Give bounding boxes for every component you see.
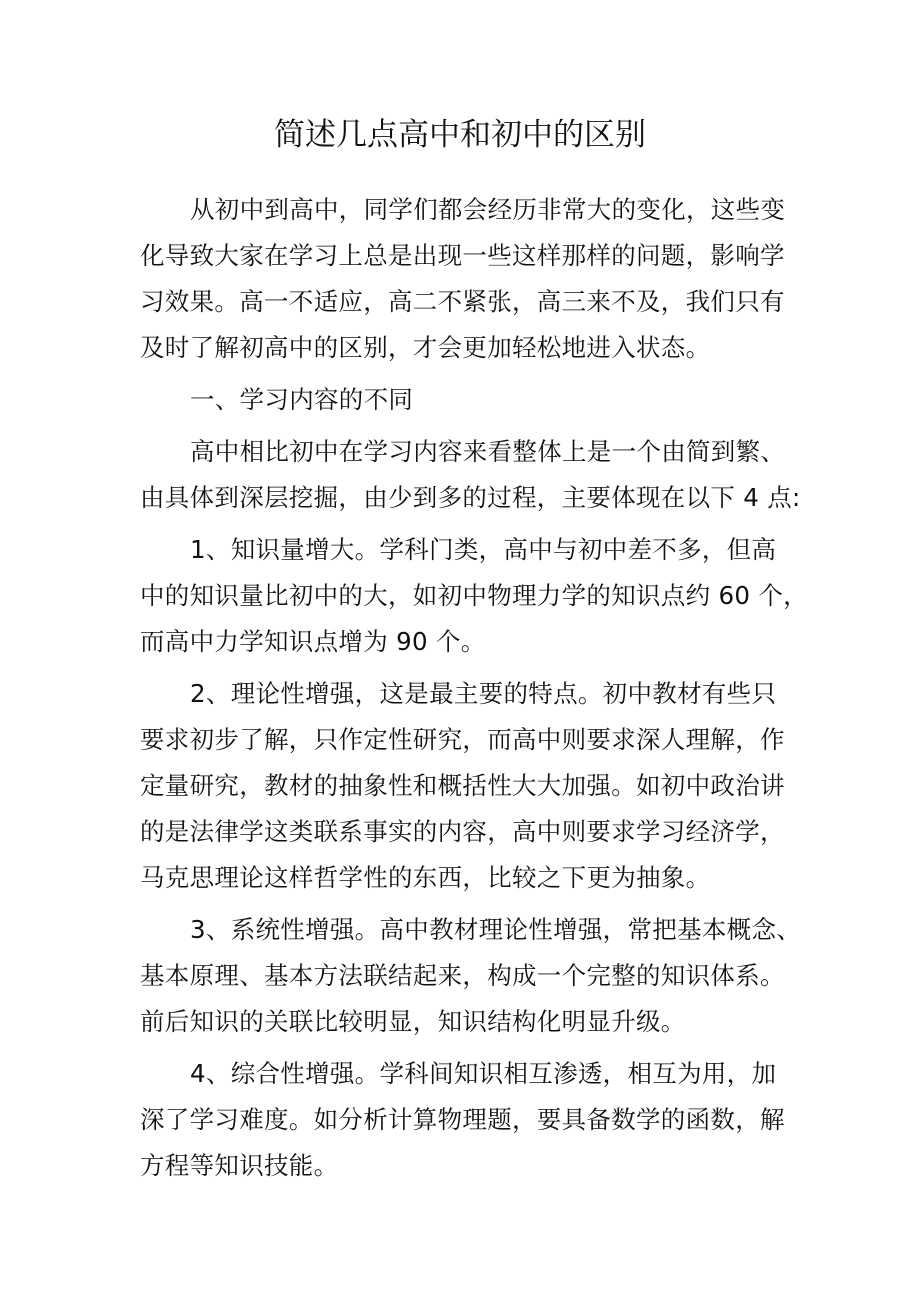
- paragraph: [140, 187, 790, 371]
- paragraph: [140, 671, 790, 901]
- text-line: 2、理论性增强，这是最主要的特点。初中教材有些只: [190, 679, 777, 708]
- text-line: 一、学习内容的不同: [190, 385, 414, 414]
- text-line: 马克思理论这样哲学性的东西，比较之下更为抽象。: [140, 863, 711, 892]
- text-line: 1、知识量增大。学科门类，高中与初中差不多，但高: [190, 535, 777, 564]
- text-line: 前后知识的关联比较明显，知识结构化明显升级。: [140, 1007, 686, 1036]
- text-line: 要求初步了解，只作定性研究，而高中则要求深人理解，作: [140, 725, 785, 754]
- text-line: 3、系统性增强。高中教材理论性增强，常把基本概念、: [190, 915, 802, 944]
- document-title: 简述几点高中和初中的区别: [274, 117, 646, 153]
- text-line: 由具体到深层挖掘，由少到多的过程，主要体现在以下 4 点:: [140, 483, 801, 512]
- text-line: 习效果。高一不适应，高二不紧张，高三来不及，我们只有: [140, 287, 785, 316]
- text-line: 及时了解初高中的区别，才会更加轻松地进入状态。: [140, 333, 711, 362]
- text-line: 从初中到高中，同学们都会经历非常大的变化，这些变: [190, 195, 786, 224]
- text-line: 而高中力学知识点增为 90 个。: [140, 627, 486, 656]
- text-line: 中的知识量比初中的大，如初中物理力学的知识点约 60 个，: [140, 581, 808, 610]
- text-line: 方程等知识技能。: [140, 1151, 339, 1180]
- text-line: 深了学习难度。如分析计算物理题，要具备数学的函数，解: [140, 1105, 785, 1134]
- paragraph: [140, 1051, 790, 1189]
- paragraph: [140, 907, 802, 1045]
- paragraph: [140, 429, 801, 521]
- text-line: 的是法律学这类联系事实的内容，高中则要求学习经济学，: [140, 817, 785, 846]
- paragraph: [140, 527, 808, 665]
- section-heading: [140, 377, 790, 423]
- text-line: 4、综合性增强。学科间知识相互渗透，相互为用，加: [190, 1059, 777, 1088]
- text-line: 高中相比初中在学习内容来看整体上是一个由简到繁、: [190, 437, 786, 466]
- text-line: 基本原理、基本方法联结起来，构成一个完整的知识体系。: [140, 961, 785, 990]
- text-line: 化导致大家在学习上总是出现一些这样那样的问题，影响学: [140, 241, 785, 270]
- document-body: [140, 187, 808, 1195]
- text-line: 定量研究，教材的抽象性和概括性大大加强。如初中政治讲: [140, 771, 785, 800]
